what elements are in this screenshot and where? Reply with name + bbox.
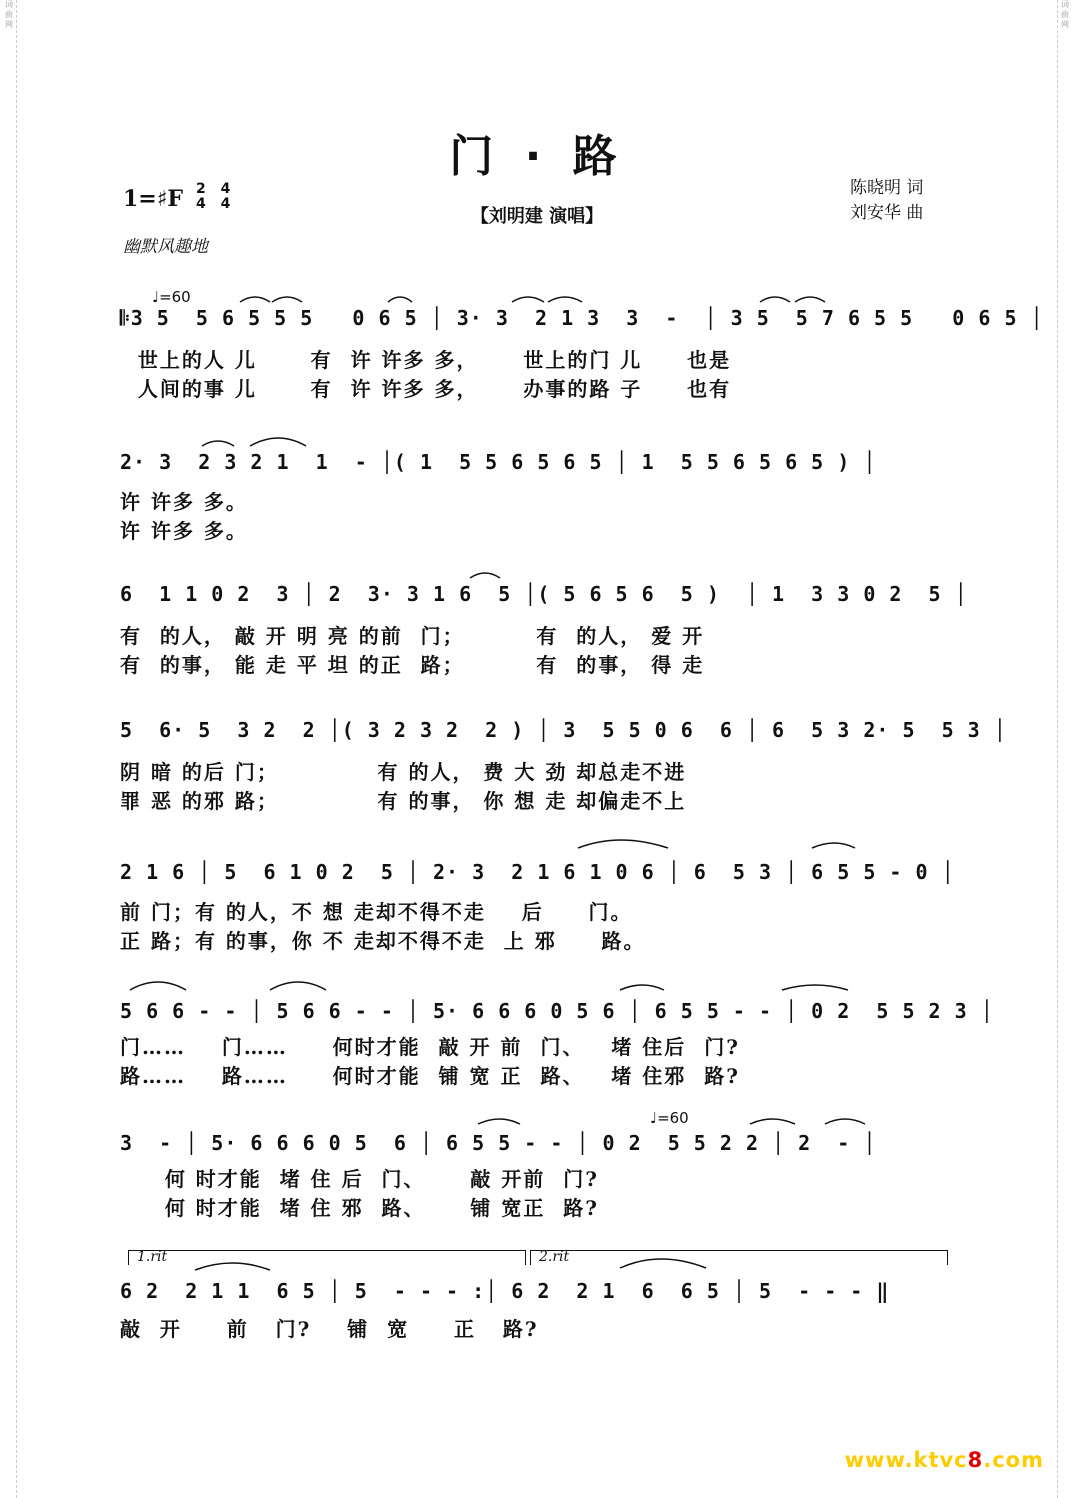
composer-credit: 刘安华 曲 <box>850 203 924 223</box>
lyrics-verse-1: 世上的人 儿 有 许 许多 多， 世上的门 儿 也是 <box>120 348 732 372</box>
lyrics-verse-2: 正 路；有 的事，你 不 走却不得不走 上 邪 路。 <box>120 929 646 953</box>
expression-mark: 幽默风趣地 <box>123 237 208 257</box>
second-ending-label: 2.rit <box>539 1249 570 1265</box>
notation-line: 5 6· 5 3 2 2 │( 3 2 3 2 2 ) │ 3 5 5 0 6 6 │ 6 5 3 2· 5 5 3 │ <box>120 718 1007 742</box>
tempo-mark-1: ♩=60 <box>152 288 191 306</box>
notation-line: 3 - │ 5· 6 6 6 0 5 6 │ 6 5 5 - - │ 0 2 5 5 2 2 │ 2 - │ <box>120 1131 877 1155</box>
right-edge-watermark: 词曲网 <box>1057 0 1072 1498</box>
watermark-highlight: 8 <box>967 1448 984 1472</box>
meter-num-2: 4 <box>220 181 231 197</box>
lyrics-verse-2: 人间的事 儿 有 许 许多 多， 办事的路 子 也有 <box>120 377 732 401</box>
left-edge-watermark: 词曲网 <box>2 0 17 1498</box>
notation-line: 𝄆3 5 5 6 5 5 5 0 6 5 │ 3· 3 2 1 3 3 - │ 3 5 5 7 6 5 5 0 6 5 │ <box>120 306 1044 330</box>
watermark-prefix: www.ktvc <box>844 1448 968 1472</box>
key-signature: 1=♯F <box>123 186 184 212</box>
singer-credit: 【刘明建 演唱】 <box>470 206 604 227</box>
lyrics-verse-1: 门…… 门…… 何时才能 敲 开 前 门、 堵 住后 门? <box>120 1035 740 1059</box>
song-title: 门 · 路 <box>449 131 625 182</box>
notation-line: 6 1 1 0 2 3 │ 2 3· 3 1 6 5 │( 5 6 5 6 5 ) │ 1 3 3 0 2 5 │ <box>120 582 968 606</box>
lyrics-verse-2: 路…… 路…… 何时才能 铺 宽 正 路、 堵 住邪 路? <box>120 1064 740 1088</box>
meter-den-1: 4 <box>196 196 206 212</box>
lyrics-verse-2: 有 的事， 能 走 平 坦 的正 路； 有 的事， 得 走 <box>120 653 705 677</box>
lyrics-final: 敲 开 前 门? 铺 宽 正 路? <box>120 1317 539 1341</box>
notation-line: 5 6 6 - - │ 5 6 6 - - │ 5· 6 6 6 0 5 6 │ 6 5 5 - - │ 0 2 5 5 2 3 │ <box>120 999 994 1023</box>
lyrics-verse-1: 前 门；有 的人，不 想 走却不得不走 后 门。 <box>120 900 633 924</box>
lyrics-verse-2: 许 许多 多。 <box>120 519 248 543</box>
lyrics-verse-2: 何 时才能 堵 住 邪 路、 铺 宽正 路? <box>120 1196 599 1220</box>
lyrics-verse-1: 有 的人， 敲 开 明 亮 的前 门； 有 的人， 爱 开 <box>120 624 705 648</box>
lyrics-verse-2: 罪 恶 的邪 路； 有 的事， 你 想 走 却偏走不上 <box>120 789 687 813</box>
notation-line: 2· 3 2 3 2 1 1 - │( 1 5 5 6 5 6 5 │ 1 5 5 6 5 6 5 ) │ <box>120 450 877 474</box>
site-watermark <box>845 1448 1044 1472</box>
lyrics-verse-1: 阴 暗 的后 门； 有 的人， 费 大 劲 却总走不进 <box>120 760 687 784</box>
first-ending-label: 1.rit <box>137 1249 168 1265</box>
lyricist-credit: 陈晓明 词 <box>850 178 924 198</box>
lyrics-verse-1: 许 许多 多。 <box>120 490 248 514</box>
meter-num-1: 2 <box>196 181 206 197</box>
meter-den-2: 4 <box>220 196 231 212</box>
tempo-mark-2: ♩=60 <box>650 1109 689 1127</box>
lyrics-verse-1: 何 时才能 堵 住 后 门、 敲 开前 门? <box>120 1167 599 1191</box>
notation-line: 2 1 6 │ 5 6 1 0 2 5 │ 2· 3 2 1 6 1 0 6 │ 6 5 3 │ 6 5 5 - 0 │ <box>120 860 955 884</box>
watermark-suffix: .com <box>983 1448 1044 1472</box>
notation-line: 6 2 2 1 1 6 5 │ 5 - - - :│ 6 2 2 1 6 6 5 │ 5 - - - ‖ <box>120 1279 890 1303</box>
